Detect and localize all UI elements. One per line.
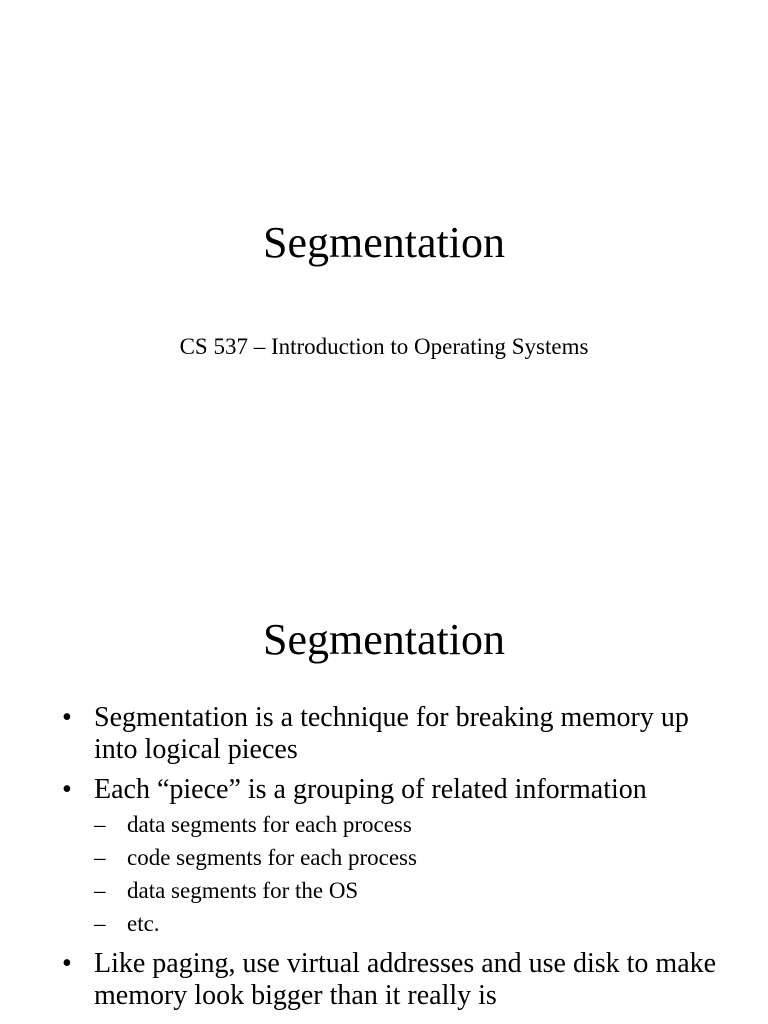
sub-bullet-list	[94, 808, 722, 940]
slide1-title: Segmentation	[263, 218, 505, 267]
bullet-marker: •	[62, 948, 72, 979]
sub-item-text: data segments for the OS	[127, 878, 359, 903]
bullet-text: Like paging, use virtual addresses and use disk to make memory look bigger than it really is	[94, 948, 717, 1011]
bullet-item-1	[62, 702, 722, 766]
sub-item-3	[94, 874, 722, 907]
sub-item-text: etc.	[127, 911, 160, 936]
bullet-marker: •	[62, 774, 72, 805]
bullet-item-2	[62, 774, 722, 940]
bullet-item-3	[62, 948, 722, 1012]
slide2-title: Segmentation	[263, 615, 505, 664]
dash-marker: –	[94, 878, 106, 903]
slide1-subtitle: CS 537 – Introduction to Operating Systems	[179, 334, 589, 359]
sub-item-1	[94, 808, 722, 841]
dash-marker: –	[94, 812, 106, 837]
bullet-list	[62, 702, 722, 1020]
bullet-text: Segmentation is a technique for breaking memory up into logical pieces	[94, 702, 689, 765]
dash-marker: –	[94, 845, 106, 870]
sub-item-text: data segments for each process	[127, 812, 412, 837]
sub-item-4	[94, 907, 722, 940]
bullet-text: Each “piece” is a grouping of related information	[94, 774, 647, 805]
dash-marker: –	[94, 911, 106, 936]
bullet-marker: •	[62, 702, 72, 733]
sub-item-2	[94, 841, 722, 874]
sub-item-text: code segments for each process	[127, 845, 417, 870]
